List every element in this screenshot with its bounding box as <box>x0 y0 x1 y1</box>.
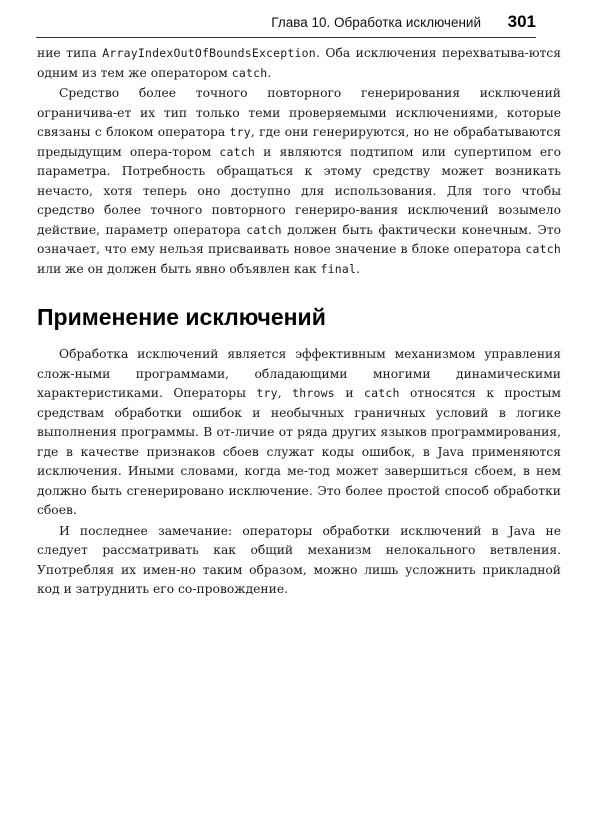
code-try: try <box>256 386 278 400</box>
paragraph-3 <box>37 345 561 521</box>
code-final: final <box>320 261 357 276</box>
text-span: , <box>277 386 293 400</box>
text-span: и <box>334 386 364 400</box>
text-span: Средство более точного повторного генерирования исключений ограничива-ет их тип только теми проверяемыми исключениями, которые связаны с блоком оператора <box>37 86 561 139</box>
text-span: относятся к простым средствам обработки ошибок и необычных граничных условий в логике выполнения программы. В от-личие от ряда других языков программирования, где в качестве признаков сбоев служат коды ошибок, в Java применяются исключения. Иными словами, когда ме-тод может завершиться сбоем, в нем должно быть сгенерировано исключение. Это более простой способ обработки сбоев. <box>37 386 561 517</box>
page-number: 301 <box>507 12 536 31</box>
paragraph-1 <box>37 44 561 83</box>
text-span: . Оба исключения перехватыва-ются одним из тем же оператором <box>37 46 561 80</box>
code-try: try <box>229 125 251 139</box>
text-span: . <box>356 261 361 276</box>
code-throws: throws <box>292 386 335 400</box>
body-text <box>37 44 561 601</box>
text-span: . <box>267 65 272 80</box>
section-heading: Применение исключений <box>37 304 326 330</box>
paragraph-2 <box>37 84 561 279</box>
text-span: , где они генерируются, но не обрабатываются предыдущим опера-тором <box>37 125 561 159</box>
code-catch: catch <box>219 144 255 159</box>
text-span: ние типа <box>37 46 103 60</box>
chapter-title: Глава 10. Обработка исключений <box>271 15 481 30</box>
code-catch: catch <box>363 386 400 400</box>
code-catch: catch <box>231 65 268 80</box>
text-span: и являются подтипом или супертипом его параметра. Потребность обращаться к этому средству может возникать нечасто, хотя теперь оно доступно для использования. Для того чтобы средство более точного повторного генериро-вания исключений возымело действие, параметр оператора <box>37 144 561 237</box>
running-header <box>36 12 536 34</box>
text-span: или же он должен быть явно объявлен как <box>37 261 321 276</box>
code-exception-name: ArrayIndexOutOfBoundsException <box>102 46 316 60</box>
code-catch: catch <box>246 222 282 237</box>
text-span: Обработка исключений является эффективным механизмом управления слож-ными программами, обладающими многими динамическими характеристиками. Операторы <box>37 347 561 400</box>
paragraph-4: И последнее замечание: операторы обработки исключений в Java не следует рассматривать как общий механизм нелокального ветвления. Употребляя их имен-но таким образом, можно лишь усложнить прикладной код и затруднить его со-провождение. <box>37 523 561 596</box>
header-rule <box>36 37 536 38</box>
text-span: должен быть фактически конечным. Это означает, что ему нельзя присваивать новое значение в блоке оператора <box>37 222 561 256</box>
code-catch: catch <box>525 242 561 256</box>
